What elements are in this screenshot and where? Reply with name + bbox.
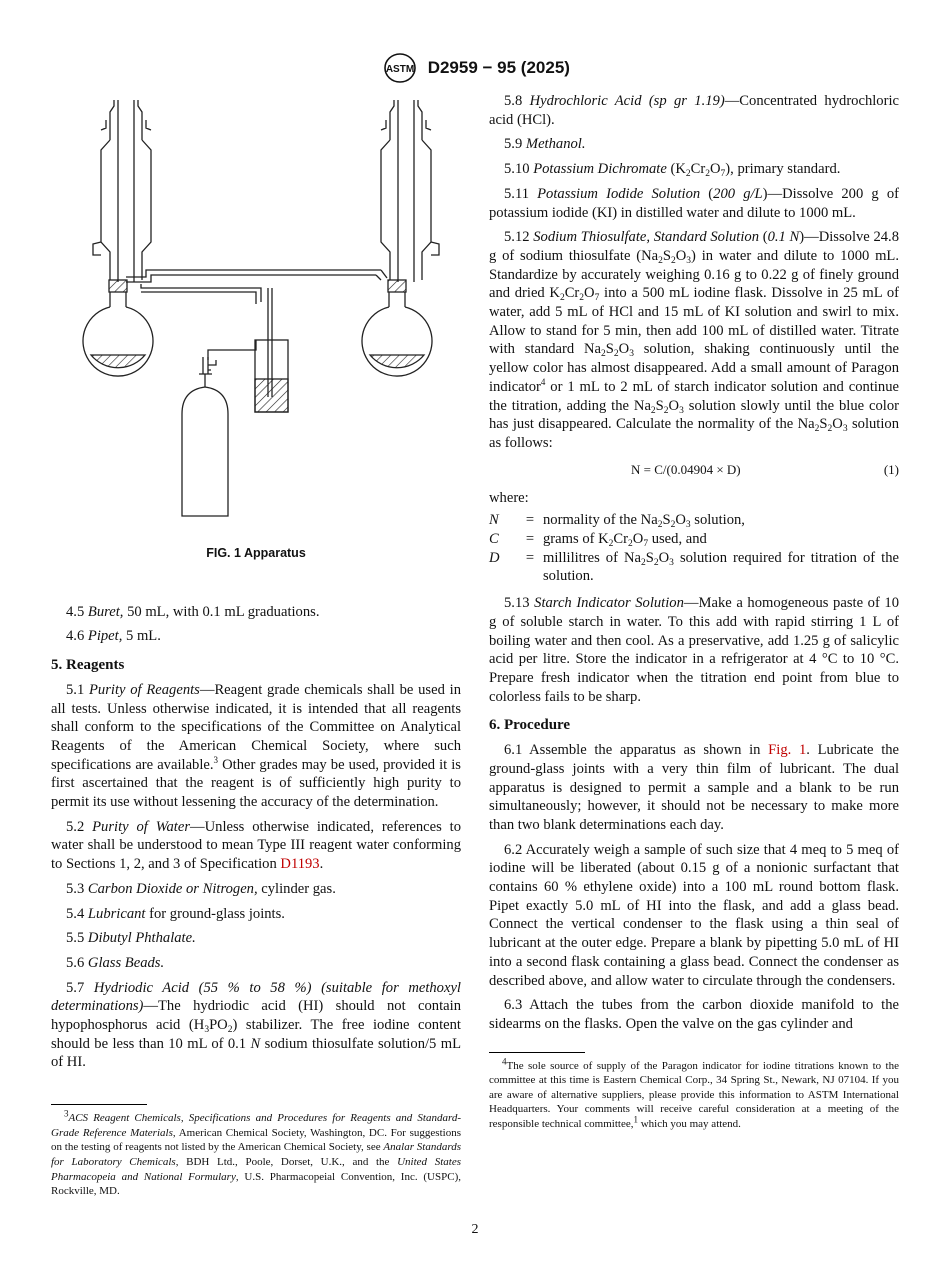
where-row: N = normality of the $Na_2S_2O_3$ solution,: [489, 512, 745, 531]
para-5-7: 5.7 Hydriodic Acid (55 % to 58 %) (suitable for methoxyl determinations)—The hydriodic acid (HI) should not contain hypophosphorus acid $(H_3PO_2)$ stabilizer. The free iodine content should be less than 10 mL of 0.1 N sodium thiosulfate solution/5 mL of HI.: [51, 979, 461, 1071]
astm-logo: [380, 52, 420, 84]
apparatus-drawing: [51, 92, 461, 544]
para-5-4: 5.4 Lubricant for ground-glass joints.: [66, 905, 285, 922]
para-5-13: 5.13 Starch Indicator Solution—Make a homogeneous paste of 10 g of soluble starch in water. To this add with rapid stirring 1 L of boiling water and then cool. As a preservative, add 1.25 g of salicylic acid per litre. Store the indicator in a refrigerator at 4 °C to 10 °C. Prepare fresh indicator when the titration end point from blue to colorless fails to be sharp.: [489, 595, 899, 705]
equation-formula: N = C/(0.04904 × D): [631, 461, 741, 477]
para-5-9: 5.9 Methanol.: [504, 136, 586, 153]
page-header: [0, 52, 950, 84]
equation-number: (1): [883, 461, 899, 477]
document-id: D2959 − 95 (2025): [427, 58, 570, 77]
para-5-8: 5.8 Hydrochloric Acid (sp gr 1.19)—Concentrated hydrochloric acid (HCl).: [489, 93, 899, 128]
page-number: 2: [471, 1222, 479, 1237]
where-label: where:: [489, 489, 529, 506]
where-row: D = millilitres of $Na_2S_2O_3$ solution required for titration of the solution.: [489, 549, 899, 585]
section-5-heading: 5. Reagents: [51, 657, 125, 674]
para-6-1: 6.1 Assemble the apparatus as shown in Fig. 1. Lubricate the ground-glass joints with a very thin film of lubricant. The dual apparatus is designed to permit a sample and a blank to be run simultaneously; however, it should not be necessary to make more than two blank determinations each day.: [489, 742, 900, 833]
para-4-6: 4.6 Pipet, 5 mL.: [66, 628, 161, 645]
svg-text:ASTM: ASTM: [385, 64, 415, 75]
section-6-heading: 6. Procedure: [489, 717, 571, 734]
footnote-rule: [489, 1052, 585, 1053]
variable-definitions: [489, 511, 899, 586]
para-5-5: 5.5 Dibutyl Phthalate.: [66, 930, 196, 947]
figure-caption: FIG. 1 Apparatus: [206, 546, 306, 560]
para-5-11: 5.11 Potassium Iodide Solution (200 g/L)—Dissolve 200 g of potassium iodide (KI) in distilled water and dilute to 1000 mL.: [489, 185, 899, 221]
para-6-3: 6.3 Attach the tubes from the carbon dioxide manifold to the sidearms on the flasks. Open the valve on the gas cylinder and: [489, 997, 899, 1032]
para-5-1: 5.1 Purity of Reagents—Reagent grade chemicals shall be used in all tests. Unless otherwise indicated, it is intended that all reagents shall conform to the specifications of the Committee on Analytical Reagents of the American Chemical Society, where such specifications are available.$^3$ Other grades may be used, provided it is first ascertained that the reagent is of sufficiently high purity to permit its use without lessening the accuracy of the determination.: [51, 681, 461, 811]
left-column: [51, 92, 461, 1205]
para-4-5: 4.5 Buret, 50 mL, with 0.1 mL graduations.: [66, 603, 320, 620]
para-5-12: 5.12 Sodium Thiosulfate, Standard Solution (0.1 N)—Dissolve 24.8 g of sodium thiosulfate $(Na_2S_2O_3)$ in water and dilute to 1000 mL. Standardize by accurately weighing 0.16 g to 0.22 g of finely ground and dried $K_2Cr_2O_7$ into a 500 mL iodine flask. Dissolve in 25 mL of water, add 5 mL of HCl and 15 mL of KI solution and swirl to mix. Allow to stand for 5 min, then add 100 mL of distilled water. Titrate with standard $Na_2S_2O_3$ solution, shaking continuously until the yellow color has almost disappeared. Add a small amount of Paragon indicator$^4$ or 1 mL to 2 mL of starch indicator solution and continue the titration, adding the $Na_2S_2O_3$ solution slowly until the blue color has just disappeared. Calculate the normality of the $Na_2S_2O_3$ solution as follows:: [489, 229, 900, 451]
footnote-3: $^3$ACS Reagent Chemicals, Specifications and Procedures for Reagents and Standard-Grade Reference Materials, American Chemical Society, Washington, DC. For suggestions on the testing of reagents not listed by the American Chemical Society, see Analar Standards for Laboratory Chemicals, BDH Ltd., Poole, Dorset, U.K., and the United States Pharmacopeia and National Formulary, U.S. Pharmacopeial Convention, Inc. (USPC), Rockville, MD.: [51, 1108, 461, 1198]
figure-1-link[interactable]: Fig. 1: [768, 742, 807, 759]
right-column: [489, 92, 899, 1138]
specification-d1193-link[interactable]: D1193: [280, 856, 320, 873]
where-row: C = grams of $K_2Cr_2O_7$ used, and: [489, 531, 707, 550]
footnote-rule: [51, 1104, 147, 1105]
footnote-4: $^4$The sole source of supply of the Paragon indicator for iodine titrations known to the committee at this time is Eastern Chemical Corp., 34 Spring St., Newark, NJ 07104. If you are aware of alternative suppliers, please provide this information to ASTM International Headquarters. Your comments will receive careful consideration at a meeting of the responsible technical committee,$^1$ which you may attend.: [489, 1055, 899, 1131]
para-5-3: 5.3 Carbon Dioxide or Nitrogen, cylinder gas.: [66, 880, 336, 897]
apparatus-figure: [51, 92, 461, 544]
para-5-10: 5.10 Potassium Dichromate $(K_2Cr_2O_7)$, primary standard.: [504, 161, 841, 180]
equation-1: [489, 459, 899, 481]
para-5-6: 5.6 Glass Beads.: [66, 954, 165, 971]
para-6-2: 6.2 Accurately weigh a sample of such size that 4 meq to 5 meq of iodine will be liberated (about 0.15 g of a nonionic surfactant that contains 60 % ethylene oxide) into a 100 mL round bottom flask. Pipet exactly 5.0 mL of HI into the flask, and add a glass bead. Connect the vertical condenser to the flask using a thin seal of lubricant at the outer edge. Prepare a blank by pipetting 5.0 mL of HI into a second flask containing a glass bead. Connect the condenser as described above, and allow water to circulate through the condensers.: [489, 841, 899, 989]
para-5-2: 5.2 Purity of Water—Unless otherwise indicated, references to water shall be understood to mean Type III reagent water conforming to Sections 1, 2, and 3 of Specification D1193.: [51, 818, 461, 873]
